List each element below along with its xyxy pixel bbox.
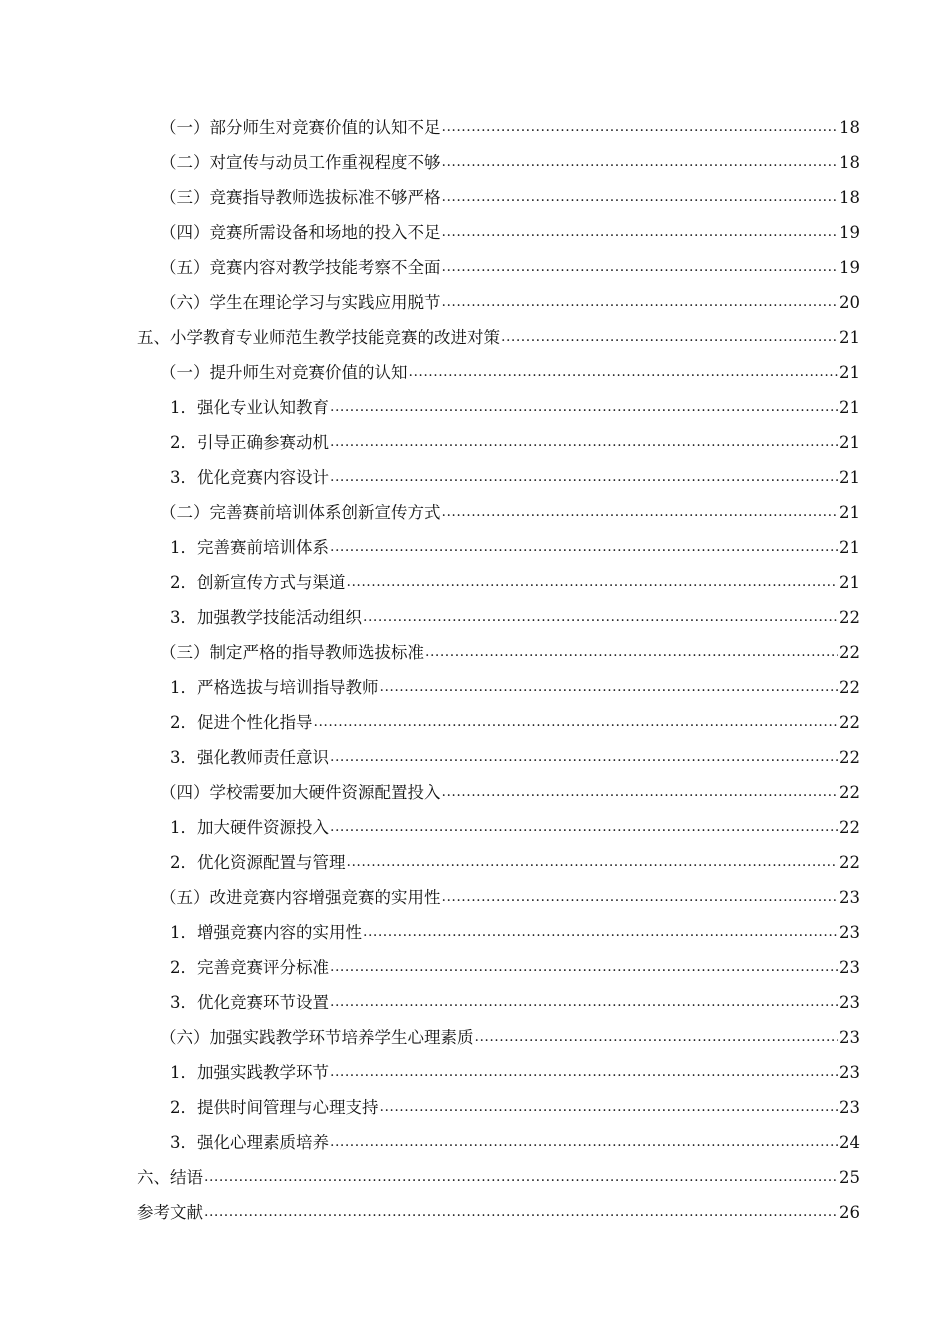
toc-entry-page-number: 21 (839, 328, 860, 347)
toc-entry-title: 2．促进个性化指导 (170, 713, 313, 732)
toc-entry-title: 3．优化竞赛环节设置 (170, 993, 329, 1012)
dot-leader (475, 1020, 839, 1055)
dot-leader (330, 390, 838, 425)
toc-entry[interactable] (160, 495, 860, 530)
toc-entry-page-number: 25 (839, 1168, 860, 1187)
dot-leader (380, 1090, 839, 1125)
toc-entry[interactable] (160, 180, 860, 215)
dot-leader (442, 880, 839, 915)
dot-leader (442, 775, 839, 810)
toc-entry-title: （四）学校需要加大硬件资源配置投入 (160, 783, 441, 802)
toc-entry[interactable] (170, 390, 860, 425)
dot-leader (442, 110, 839, 145)
toc-entry[interactable] (170, 530, 860, 565)
toc-entry[interactable] (170, 425, 860, 460)
toc-entry[interactable] (160, 775, 860, 810)
toc-entry[interactable] (170, 1090, 860, 1125)
toc-entry-title: （四）竞赛所需设备和场地的投入不足 (160, 223, 441, 242)
dot-leader (330, 985, 838, 1020)
toc-entry[interactable] (160, 285, 860, 320)
toc-entry-title: （三）制定严格的指导教师选拔标准 (160, 643, 424, 662)
toc-entry[interactable] (170, 1125, 860, 1160)
toc-entry-title: 1．加强实践教学环节 (170, 1063, 329, 1082)
toc-entry[interactable] (160, 145, 860, 180)
dot-leader (330, 950, 838, 985)
toc-entry-title: （三）竞赛指导教师选拔标准不够严格 (160, 188, 441, 207)
toc-entry-page-number: 21 (839, 538, 860, 557)
toc-entry-title: 六、结语 (137, 1168, 203, 1187)
toc-entry-page-number: 23 (839, 1028, 860, 1047)
toc-entry-title: 1．增强竞赛内容的实用性 (170, 923, 362, 942)
toc-entry-title: （五）改进竞赛内容增强竞赛的实用性 (160, 888, 441, 907)
toc-entry[interactable] (137, 320, 860, 355)
toc-entry-title: 3．强化教师责任意识 (170, 748, 329, 767)
toc-entry-page-number: 23 (839, 1098, 860, 1117)
toc-entry-title: （二）对宣传与动员工作重视程度不够 (160, 153, 441, 172)
toc-entry-page-number: 23 (839, 923, 860, 942)
toc-entry-page-number: 22 (839, 748, 860, 767)
toc-entry-page-number: 26 (839, 1203, 860, 1222)
toc-entry-page-number: 22 (839, 818, 860, 837)
toc-entry[interactable] (160, 110, 860, 145)
dot-leader (442, 250, 839, 285)
toc-entry-page-number: 18 (839, 188, 860, 207)
toc-entry-title: 2．创新宣传方式与渠道 (170, 573, 346, 592)
dot-leader (380, 670, 839, 705)
dot-leader (363, 600, 838, 635)
toc-entry[interactable] (160, 215, 860, 250)
toc-entry-page-number: 21 (839, 363, 860, 382)
toc-entry[interactable] (170, 565, 860, 600)
dot-leader (330, 460, 838, 495)
toc-entry[interactable] (170, 985, 860, 1020)
toc-entry-title: （二）完善赛前培训体系创新宣传方式 (160, 503, 441, 522)
toc-entry-title: （六）学生在理论学习与实践应用脱节 (160, 293, 441, 312)
toc-entry-title: 1．加大硬件资源投入 (170, 818, 329, 837)
toc-entry-title: 2．优化资源配置与管理 (170, 853, 346, 872)
toc-entry-title: 1．严格选拔与培训指导教师 (170, 678, 379, 697)
toc-entry[interactable] (170, 600, 860, 635)
toc-entry-title: 3．强化心理素质培养 (170, 1133, 329, 1152)
toc-entry[interactable] (170, 950, 860, 985)
dot-leader (442, 145, 839, 180)
toc-entry-page-number: 23 (839, 993, 860, 1012)
toc-entry-page-number: 22 (839, 608, 860, 627)
toc-entry[interactable] (137, 1195, 860, 1230)
dot-leader (442, 215, 839, 250)
dot-leader (347, 845, 839, 880)
dot-leader (314, 705, 839, 740)
toc-entry[interactable] (160, 880, 860, 915)
dot-leader (330, 1055, 838, 1090)
toc-entry-page-number: 19 (839, 223, 860, 242)
toc-entry-title: 2．完善竞赛评分标准 (170, 958, 329, 977)
toc-entry-title: 3．加强教学技能活动组织 (170, 608, 362, 627)
toc-entry-title: 2．提供时间管理与心理支持 (170, 1098, 379, 1117)
toc-entry-page-number: 21 (839, 398, 860, 417)
toc-entry-page-number: 23 (839, 888, 860, 907)
toc-entry-page-number: 22 (839, 713, 860, 732)
dot-leader (347, 565, 839, 600)
dot-leader (501, 320, 838, 355)
toc-entry-title: 3．优化竞赛内容设计 (170, 468, 329, 487)
dot-leader (442, 180, 839, 215)
table-of-contents (0, 110, 950, 1230)
dot-leader (442, 285, 839, 320)
dot-leader (204, 1195, 838, 1230)
toc-entry-page-number: 22 (839, 783, 860, 802)
toc-entry-title: （一）提升师生对竞赛价值的认知 (160, 363, 408, 382)
toc-entry[interactable] (160, 250, 860, 285)
toc-entry[interactable] (160, 635, 860, 670)
toc-entry-page-number: 18 (839, 118, 860, 137)
toc-entry-page-number: 22 (839, 853, 860, 872)
dot-leader (330, 810, 838, 845)
dot-leader (204, 1160, 838, 1195)
toc-entry[interactable] (160, 355, 860, 390)
toc-entry-title: 五、小学教育专业师范生教学技能竞赛的改进对策 (137, 328, 500, 347)
toc-entry-title: （五）竞赛内容对教学技能考察不全面 (160, 258, 441, 277)
toc-entry-title: （一）部分师生对竞赛价值的认知不足 (160, 118, 441, 137)
toc-entry[interactable] (170, 460, 860, 495)
toc-entry-page-number: 21 (839, 468, 860, 487)
dot-leader (363, 915, 838, 950)
dot-leader (409, 355, 839, 390)
toc-entry-page-number: 21 (839, 573, 860, 592)
dot-leader (330, 740, 838, 775)
toc-entry-title: 参考文献 (137, 1203, 203, 1222)
toc-entry[interactable] (170, 1055, 860, 1090)
toc-entry-title: 1．完善赛前培训体系 (170, 538, 329, 557)
toc-entry[interactable] (170, 705, 860, 740)
toc-entry-page-number: 20 (839, 293, 860, 312)
toc-entry-page-number: 18 (839, 153, 860, 172)
dot-leader (425, 635, 838, 670)
toc-entry-page-number: 21 (839, 503, 860, 522)
toc-entry-title: 2．引导正确参赛动机 (170, 433, 329, 452)
toc-entry-title: 1．强化专业认知教育 (170, 398, 329, 417)
toc-entry[interactable] (170, 670, 860, 705)
toc-entry[interactable] (137, 1160, 860, 1195)
toc-entry[interactable] (170, 740, 860, 775)
toc-entry-page-number: 22 (839, 678, 860, 697)
toc-entry-page-number: 23 (839, 1063, 860, 1082)
toc-entry[interactable] (170, 845, 860, 880)
toc-entry-page-number: 22 (839, 643, 860, 662)
toc-entry-page-number: 19 (839, 258, 860, 277)
toc-entry-page-number: 23 (839, 958, 860, 977)
toc-entry-page-number: 21 (839, 433, 860, 452)
dot-leader (442, 495, 839, 530)
dot-leader (330, 425, 838, 460)
dot-leader (330, 1125, 838, 1160)
toc-entry[interactable] (170, 915, 860, 950)
toc-entry[interactable] (160, 1020, 860, 1055)
toc-entry-title: （六）加强实践教学环节培养学生心理素质 (160, 1028, 474, 1047)
toc-entry[interactable] (170, 810, 860, 845)
toc-entry-page-number: 24 (839, 1133, 860, 1152)
dot-leader (330, 530, 838, 565)
